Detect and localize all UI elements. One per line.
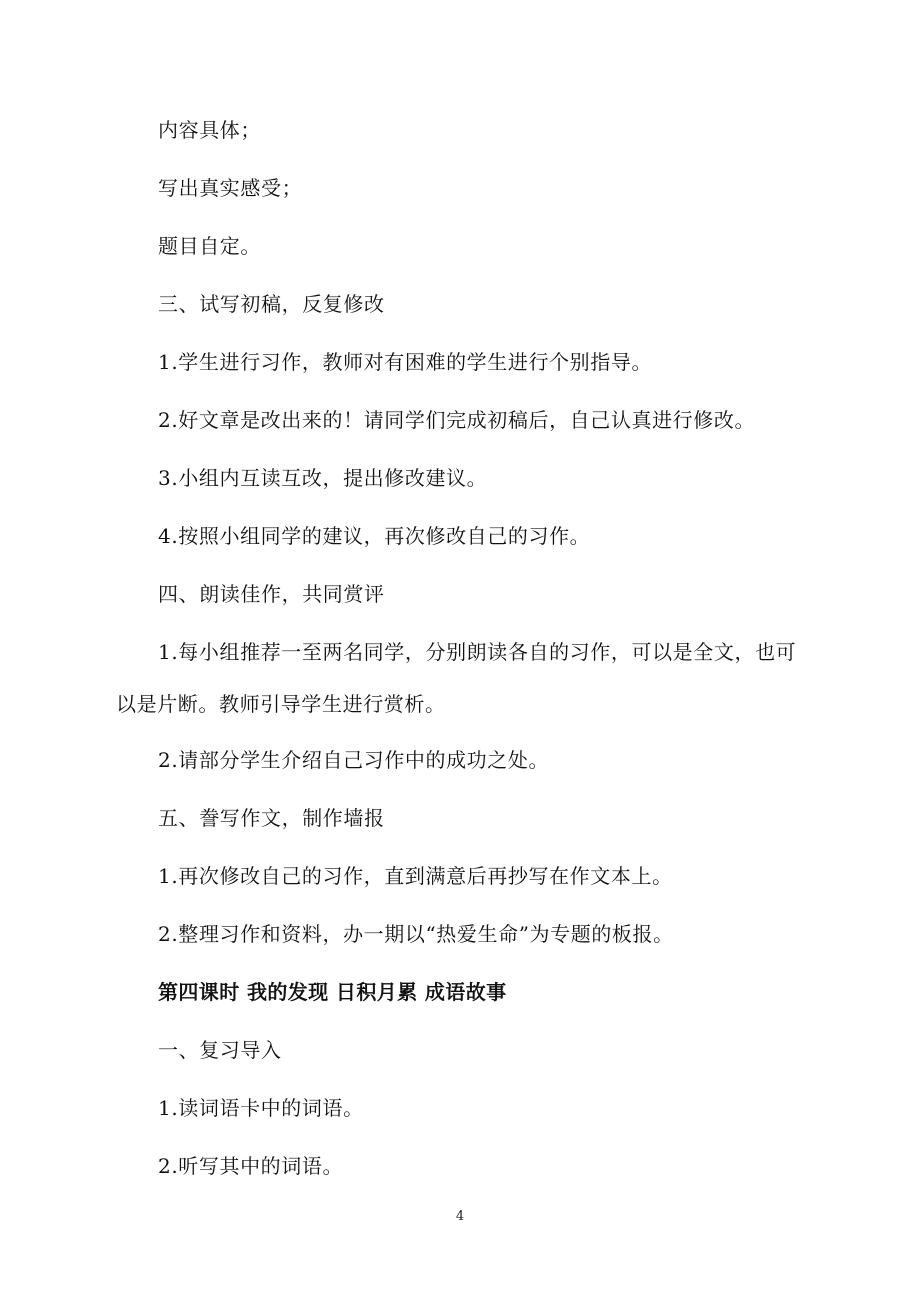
paragraph-draft-step-1: 1.学生进行习作，教师对有困难的学生进行个别指导。	[158, 350, 653, 374]
paragraph-read-aloud-step-2: 2.请部分学生介绍自己习作中的成功之处。	[158, 748, 550, 772]
section-heading-review: 一、复习导入	[158, 1038, 282, 1062]
paragraph-review-step-2: 2.听写其中的词语。	[158, 1154, 344, 1178]
lesson-heading: 第四课时 我的发现 日积月累 成语故事	[158, 980, 507, 1004]
paragraph-review-step-1: 1.读词语卡中的词语。	[158, 1096, 364, 1120]
paragraph-requirement-content: 内容具体；	[158, 118, 261, 142]
paragraph-draft-step-2: 2.好文章是改出来的！请同学们完成初稿后，自己认真进行修改。	[158, 408, 756, 432]
paragraph-requirement-feelings: 写出真实感受；	[158, 176, 303, 200]
paragraph-read-aloud-step-1: 1.每小组推荐一至两名同学，分别朗读各自的习作，可以是全文，也可以是片断。教师引导学生进行赏析。	[116, 640, 797, 716]
page-number: 4	[455, 1209, 465, 1224]
paragraph-draft-step-4: 4.按照小组同学的建议，再次修改自己的习作。	[158, 524, 591, 548]
paragraph-copy-step-2: 2.整理习作和资料，办一期以“热爱生命”为专题的板报。	[158, 922, 674, 946]
section-heading-draft: 三、试写初稿，反复修改	[158, 292, 385, 316]
section-heading-copy-wall-newspaper: 五、誊写作文，制作墙报	[158, 806, 385, 830]
paragraph-draft-step-3: 3.小组内互读互改，提出修改建议。	[158, 466, 488, 490]
paragraph-copy-step-1: 1.再次修改自己的习作，直到满意后再抄写在作文本上。	[158, 864, 673, 888]
paragraph-requirement-title: 题目自定。	[158, 234, 261, 258]
section-heading-read-aloud: 四、朗读佳作，共同赏评	[158, 582, 385, 606]
